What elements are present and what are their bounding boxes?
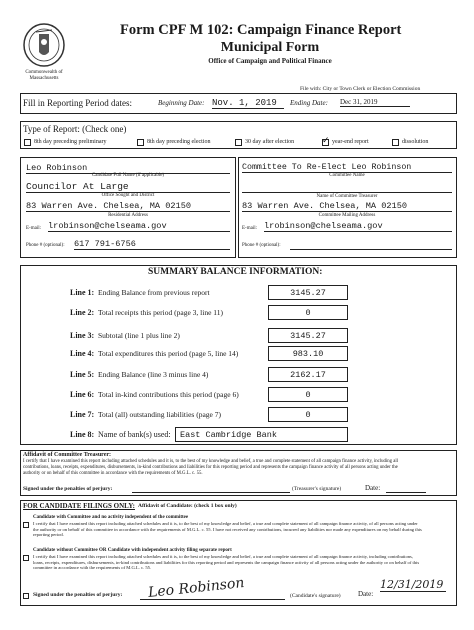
candidate-name-field[interactable]: Leo Robinson bbox=[26, 163, 230, 174]
committee-address-caption: Committee Mailing Address bbox=[318, 213, 376, 218]
treasurer-date-label: Date: bbox=[365, 484, 381, 492]
candidate-address-field[interactable]: 83 Warren Ave. Chelsea, MA 02150 bbox=[26, 201, 230, 212]
treasurer-signature-line[interactable] bbox=[132, 492, 290, 493]
summary-line-label: Total (all) outstanding liabilities (page 7) bbox=[98, 410, 221, 419]
option1-text: I certify that I have examined this report including attached schedules and it is, to the best of my knowledge and belief, a true and complete statement of all campaign finance activity, of all persons acting under the authority or on behalf of this committee in accordance with the requirements of M.G.L. c. 55. I have not received any contributions, incurred any liabilities nor made any expenditures on my behalf during this reporting period. bbox=[33, 521, 422, 538]
total-receipts-value[interactable]: 0 bbox=[268, 305, 348, 320]
total-expenditures-value[interactable]: 983.10 bbox=[268, 346, 348, 361]
in-kind-contributions-value[interactable]: 0 bbox=[268, 387, 348, 402]
summary-line-label: Total receipts this period (page 3, line 11) bbox=[98, 308, 223, 317]
candidate-office-caption: Office Sought and District bbox=[101, 193, 155, 198]
candidate-date-value[interactable]: 12/31/2019 bbox=[380, 578, 446, 592]
summary-line-label: Total in-kind contributions this period (page 6) bbox=[98, 390, 239, 399]
committee-email-label: E-mail: bbox=[242, 226, 257, 231]
report-type-label: Type of Report: (Check one) bbox=[23, 124, 127, 134]
committee-name-field[interactable]: Committee To Re-Elect Leo Robinson bbox=[242, 163, 452, 173]
summary-line-number: Line 3: bbox=[70, 331, 95, 340]
candidate-phone-field[interactable]: 617 791-6756 bbox=[74, 239, 230, 250]
checkbox-year-end[interactable] bbox=[322, 139, 329, 146]
summary-line-label: Total expenditures this period (page 5, line 14) bbox=[98, 349, 239, 358]
option2-title: Candidate without Committee OR Candidate with independent activity filing separate report bbox=[33, 548, 232, 553]
ending-balance-previous-value[interactable]: 3145.27 bbox=[268, 285, 348, 300]
treasurer-name-line[interactable] bbox=[242, 192, 452, 193]
beginning-date-label: Beginning Date: bbox=[158, 99, 205, 107]
checkbox-dissolution[interactable] bbox=[392, 139, 399, 146]
bank-name-field[interactable]: East Cambridge Bank bbox=[175, 427, 348, 442]
treasurer-sig-caption: (Treasurer's signature) bbox=[292, 486, 342, 492]
option-30-day-after: 30 day after election bbox=[245, 139, 295, 145]
checkbox-8th-day-preliminary[interactable] bbox=[24, 139, 31, 146]
candidate-email-field[interactable]: lrobinson@chelseama.gov bbox=[48, 221, 230, 232]
file-with-note: File with: City or Town Clerk or Election Commission bbox=[300, 86, 421, 92]
form-subtitle: Municipal Form bbox=[220, 40, 320, 55]
form-title: Form CPF M 102: Campaign Finance Report bbox=[120, 22, 402, 38]
candidate-sig-caption: (Candidate's signature) bbox=[290, 593, 341, 599]
ending-date-field[interactable]: Dec 31, 2019 bbox=[340, 98, 410, 107]
state-seal bbox=[22, 22, 66, 68]
seal-caption: Commonwealth of Massachusetts bbox=[25, 70, 63, 81]
summary-line-number: Line 1: bbox=[70, 288, 95, 297]
treasurer-date-line[interactable] bbox=[386, 492, 426, 493]
outstanding-liabilities-value[interactable]: 0 bbox=[268, 407, 348, 422]
candidate-filings-subtitle: Affidavit of Candidate: (check 1 box only) bbox=[138, 503, 237, 509]
committee-phone-field[interactable] bbox=[290, 239, 452, 250]
ending-date-label: Ending Date: bbox=[290, 99, 328, 107]
checkbox-candidate-without-committee[interactable] bbox=[23, 555, 29, 561]
committee-email-field[interactable]: lrobinson@chelseama.gov bbox=[264, 221, 452, 232]
candidate-phone-label: Phone # (optional): bbox=[26, 243, 65, 248]
checkbox-8th-day-election[interactable] bbox=[137, 139, 144, 146]
bank-label: Name of bank(s) used: bbox=[98, 430, 171, 439]
candidate-signature: Leo Robinson bbox=[147, 574, 246, 602]
option-8th-day-election: 8th day preceding election bbox=[147, 139, 211, 145]
summary-line-number: Line 4: bbox=[70, 349, 95, 358]
summary-line-label: Ending Balance (line 3 minus line 4) bbox=[98, 370, 209, 379]
option-8th-day-preliminary: 8th day preceding preliminary bbox=[34, 139, 107, 145]
committee-address-field[interactable]: 83 Warren Ave. Chelsea, MA 02150 bbox=[242, 201, 452, 212]
checkbox-candidate-with-committee[interactable] bbox=[23, 522, 29, 528]
office-name: Office of Campaign and Political Finance bbox=[208, 57, 332, 65]
candidate-office-field[interactable]: Councilor At Large bbox=[26, 181, 230, 193]
period-label: Fill in Reporting Period dates: bbox=[23, 98, 132, 108]
summary-line-number: Line 2: bbox=[70, 308, 95, 317]
committee-phone-label: Phone # (optional): bbox=[242, 243, 281, 248]
candidate-date-label: Date: bbox=[358, 590, 374, 598]
option-dissolution: dissolution bbox=[402, 139, 429, 145]
candidate-name-caption: Candidate Full Name (if applicable) bbox=[91, 173, 165, 178]
option1-title: Candidate with Committee and no activity independent of the committee bbox=[33, 515, 189, 520]
summary-line-label: Ending Balance from previous report bbox=[98, 288, 210, 297]
summary-line-number: Line 6: bbox=[70, 390, 95, 399]
option-year-end: year-end report bbox=[332, 139, 369, 145]
candidate-signed-label: Signed under the penalties of perjury: bbox=[33, 592, 123, 598]
summary-title: SUMMARY BALANCE INFORMATION: bbox=[148, 267, 323, 277]
checkbox-30-day-after[interactable] bbox=[235, 139, 242, 146]
treasurer-affidavit-title: Affidavit of Committee Treasurer: bbox=[23, 452, 112, 458]
treasurer-signed-label: Signed under the penalties of perjury: bbox=[23, 486, 113, 492]
subtotal-value[interactable]: 3145.27 bbox=[268, 328, 348, 343]
summary-line-label: Subtotal (line 1 plus line 2) bbox=[98, 331, 180, 340]
treasurer-caption: Name of Committee Treasurer bbox=[316, 194, 378, 199]
committee-name-caption: Committee Name bbox=[329, 173, 365, 178]
summary-line-number: Line 5: bbox=[70, 370, 95, 379]
checkbox-signature-row[interactable] bbox=[23, 593, 29, 599]
bank-line-number: Line 8: bbox=[70, 430, 95, 439]
candidate-filings-title: FOR CANDIDATE FILINGS ONLY: bbox=[23, 502, 135, 510]
treasurer-affidavit-text: I certify that I have examined this report including attached schedules and it is, to the best of my knowledge and belief, a true and complete statement of all campaign finance activity, including all contributions, loans, receipts, expenditures, disbursements, in-kind contributions and liabilities for this reporting period and represents the campaign finance activity of all persons acting under the authority or on behalf of this committee in accordance with the requirements of M.G.L. c. 55. bbox=[23, 459, 399, 476]
candidate-email-label: E-mail: bbox=[26, 226, 41, 231]
beginning-date-field[interactable]: Nov. 1, 2019 bbox=[212, 98, 284, 109]
candidate-address-caption: Residential Address bbox=[108, 213, 148, 218]
ending-balance-value[interactable]: 2162.17 bbox=[268, 367, 348, 382]
summary-line-number: Line 7: bbox=[70, 410, 95, 419]
option2-text: I certify that I have examined this report including attached schedules and it is, to the best of my knowledge and belief, a true and complete statement of all campaign finance activity, including contributions, loans, receipts, expenditures, disbursements, in-kind contributions and liabilities for this reporting period and represents the campaign finance activity of all persons acting under the authority or on behalf of this committee in accordance with the requirements of M.G.L. c. 55. bbox=[33, 554, 420, 571]
